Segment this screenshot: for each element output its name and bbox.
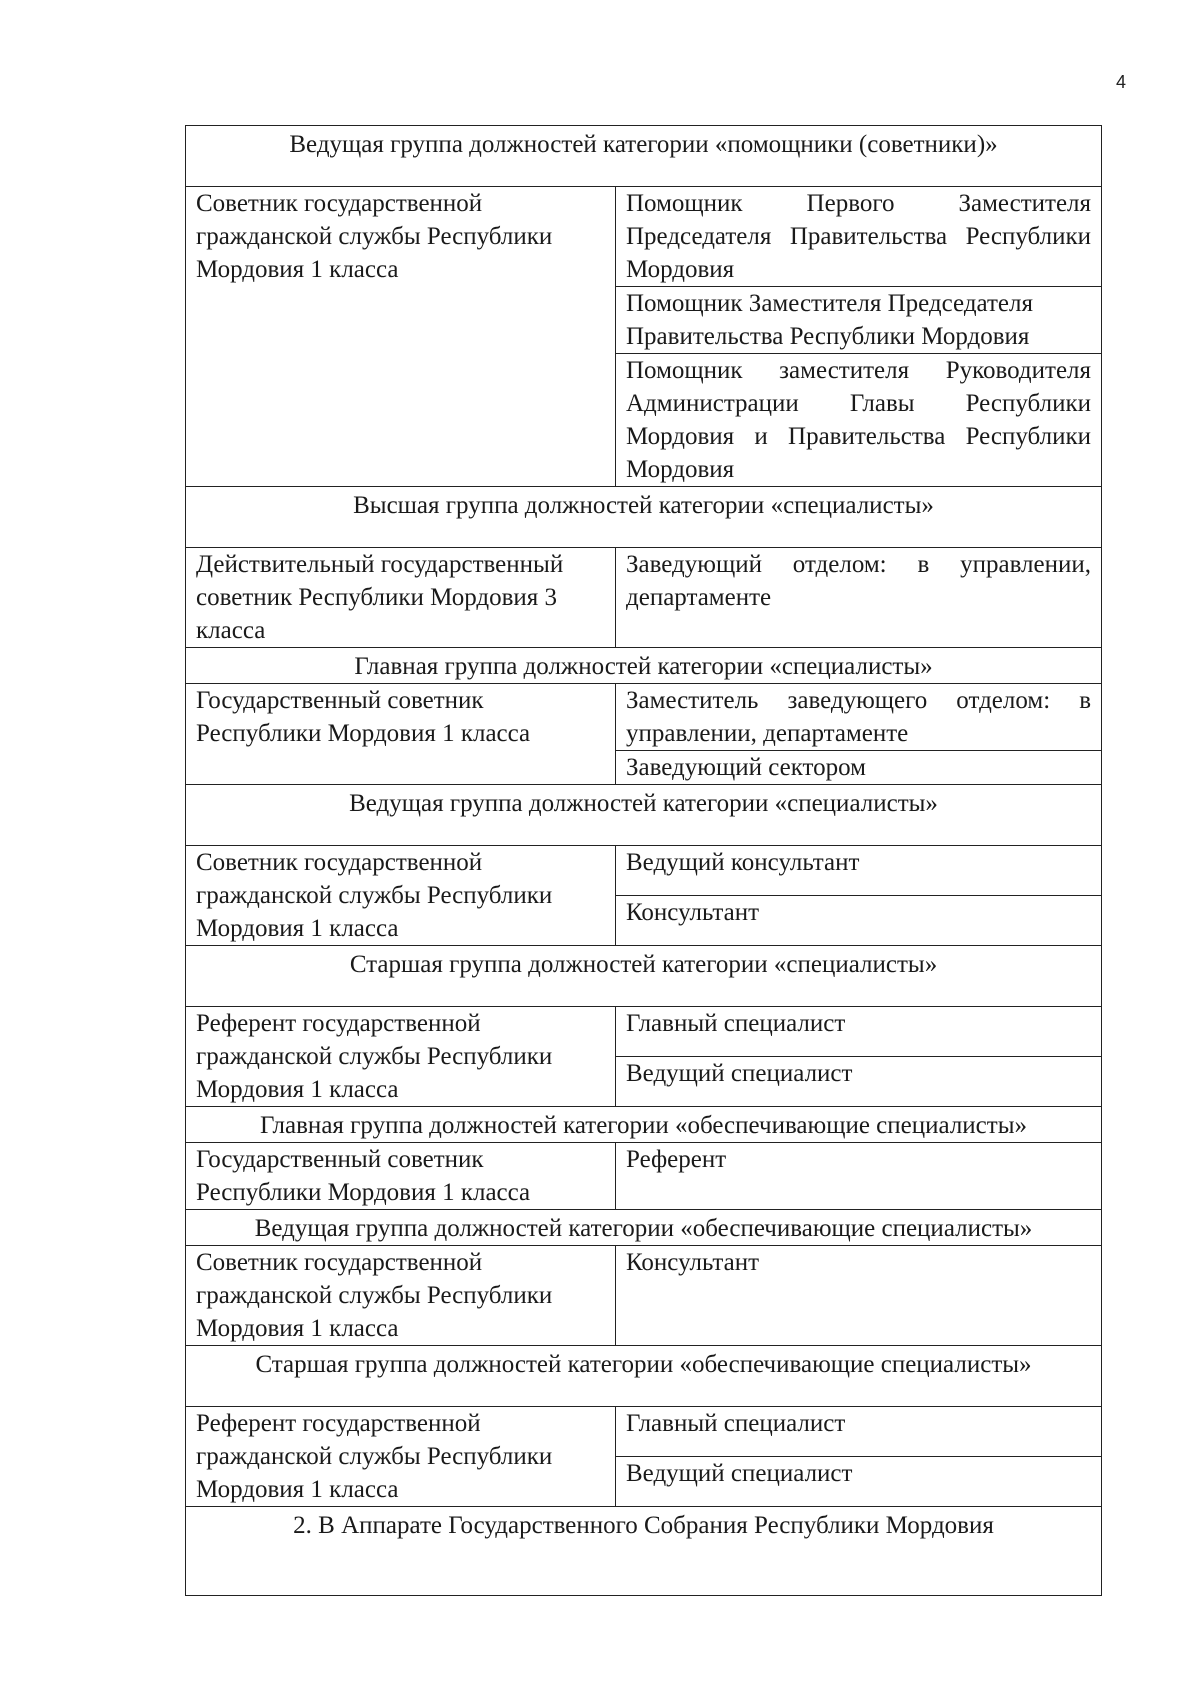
group-header-row [186,946,1102,1007]
rank-cell: Советник государственной гражданской службы Республики Мордовия 1 класса [186,846,616,946]
table-row [186,1246,1102,1346]
rank-cell: Советник государственной гражданской службы Республики Мордовия 1 класса [186,1246,616,1346]
position-cell: Консультант [616,896,1102,946]
group-header: Старшая группа должностей категории «обеспечивающие специалисты» [186,1346,1102,1407]
position-cell: Референт [616,1143,1102,1210]
group-header-row [186,487,1102,548]
position-cell: Ведущий специалист [616,1457,1102,1507]
position-cell: Ведущий специалист [616,1057,1102,1107]
group-header-row [186,648,1102,684]
group-header-row [186,1107,1102,1143]
table-row [186,1407,1102,1457]
position-cell: Ведущий консультант [616,846,1102,896]
group-header: Старшая группа должностей категории «специалисты» [186,946,1102,1007]
position-cell: Заведующий отделом: в управлении, департаменте [616,548,1102,648]
rank-cell: Действительный государственный советник Республики Мордовия 3 класса [186,548,616,648]
table-row [186,187,1102,287]
rank-cell: Советник государственной гражданской службы Республики Мордовия 1 класса [186,187,616,487]
group-header-row [186,785,1102,846]
group-header: Главная группа должностей категории «специалисты» [186,648,1102,684]
table-row [186,1143,1102,1210]
table-row [186,846,1102,896]
position-cell: Главный специалист [616,1007,1102,1057]
position-cell: Заведующий сектором [616,751,1102,785]
group-header: Ведущая группа должностей категории «помощники (советники)» [186,126,1102,187]
table-row [186,684,1102,751]
section-heading: 2. В Аппарате Государственного Собрания Республики Мордовия [186,1507,1102,1596]
position-cell: Помощник Первого Заместителя Председателя Правительства Республики Мордовия [616,187,1102,287]
position-cell: Помощник заместителя Руководителя Администрации Главы Республики Мордовия и Правительства Республики Мордовия [616,354,1102,487]
positions-table [185,125,1102,1596]
group-header: Главная группа должностей категории «обеспечивающие специалисты» [186,1107,1102,1143]
position-cell: Главный специалист [616,1407,1102,1457]
position-cell: Консультант [616,1246,1102,1346]
position-cell: Заместитель заведующего отделом: в управлении, департаменте [616,684,1102,751]
group-header-row [186,126,1102,187]
group-header: Высшая группа должностей категории «специалисты» [186,487,1102,548]
rank-cell: Референт государственной гражданской службы Республики Мордовия 1 класса [186,1007,616,1107]
position-cell: Помощник Заместителя Председателя Правительства Республики Мордовия [616,287,1102,354]
page-number: 4 [1116,72,1127,92]
group-header-row [186,1346,1102,1407]
rank-cell: Государственный советник Республики Мордовия 1 класса [186,684,616,785]
table-row [186,548,1102,648]
rank-cell: Государственный советник Республики Мордовия 1 класса [186,1143,616,1210]
rank-cell: Референт государственной гражданской службы Республики Мордовия 1 класса [186,1407,616,1507]
table-row [186,1007,1102,1057]
group-header-row [186,1507,1102,1596]
group-header: Ведущая группа должностей категории «обеспечивающие специалисты» [186,1210,1102,1246]
group-header-row [186,1210,1102,1246]
group-header: Ведущая группа должностей категории «специалисты» [186,785,1102,846]
